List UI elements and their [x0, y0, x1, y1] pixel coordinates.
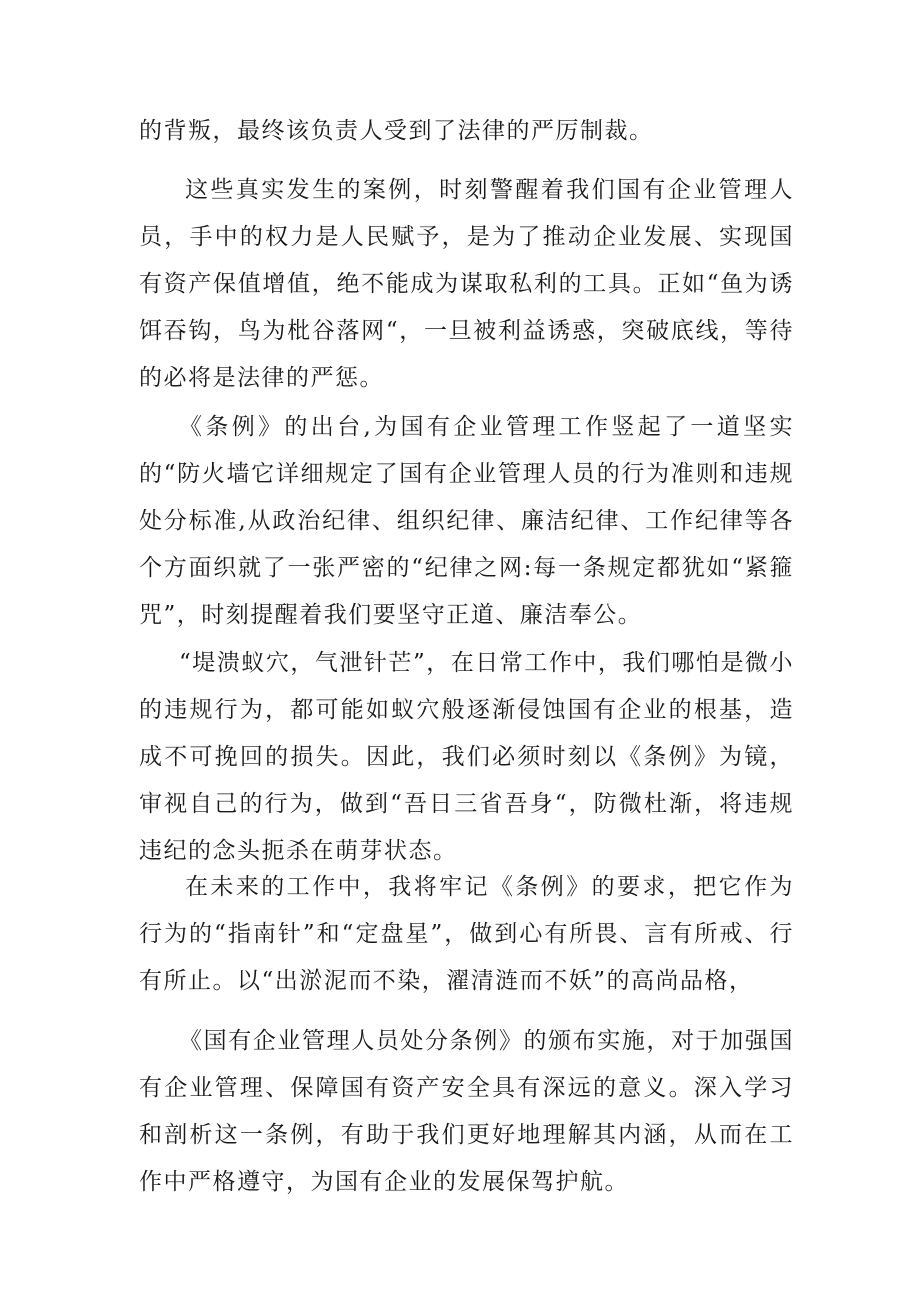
paragraph-4: “堤溃蚁穴，气泄针芒”，在日常工作中，我们哪怕是微小的违规行为，都可能如蚁穴般逐渐侵蚀国有企业的根基，造成不可挽回的损失。因此，我们必须时刻以《条例》为镜，审视自己的行为，做到“吾日三省吾身“，防微杜渐，将违规违纪的念头扼杀在萌芽状态。	[139, 650, 794, 864]
paragraph-5: 在未来的工作中，我将牢记《条例》的要求，把它作为行为的“指南针”和“定盘星”，做到心有所畏、言有所戒、行有所止。以“出淤泥而不染，濯清涟而不妖”的高尚品格，	[139, 874, 794, 994]
paragraph-3: 《条例》的出台,为国有企业管理工作竖起了一道坚实的“防火墙它详细规定了国有企业管理人员的行为准则和违规处分标准,从政治纪律、组织纪律、廉洁纪律、工作纪律等各个方面织就了一张严密的“纪律之网:每一条规定都犹如“紧箍咒”，时刻提醒着我们要坚守正道、廉洁奉公。	[139, 414, 794, 628]
paragraph-6: 《国有企业管理人员处分条例》的颁布实施，对于加强国有企业管理、保障国有资产安全具有深远的意义。深入学习和剖析这一条例，有助于我们更好地理解其内涵，从而在工作中严格遵守，为国有企业的发展保驾护航。	[139, 1028, 794, 1195]
paragraph-2: 这些真实发生的案例，时刻警醒着我们国有企业管理人员，手中的权力是人民赋予，是为了推动企业发展、实现国有资产保值增值，绝不能成为谋取私利的工具。正如“鱼为诱饵吞钩，鸟为枇谷落网“，一旦被利益诱惑，突破底线，等待的必将是法律的严惩。	[139, 177, 794, 391]
paragraph-1: 的背叛，最终该负责人受到了法律的严厉制裁。	[139, 118, 654, 144]
